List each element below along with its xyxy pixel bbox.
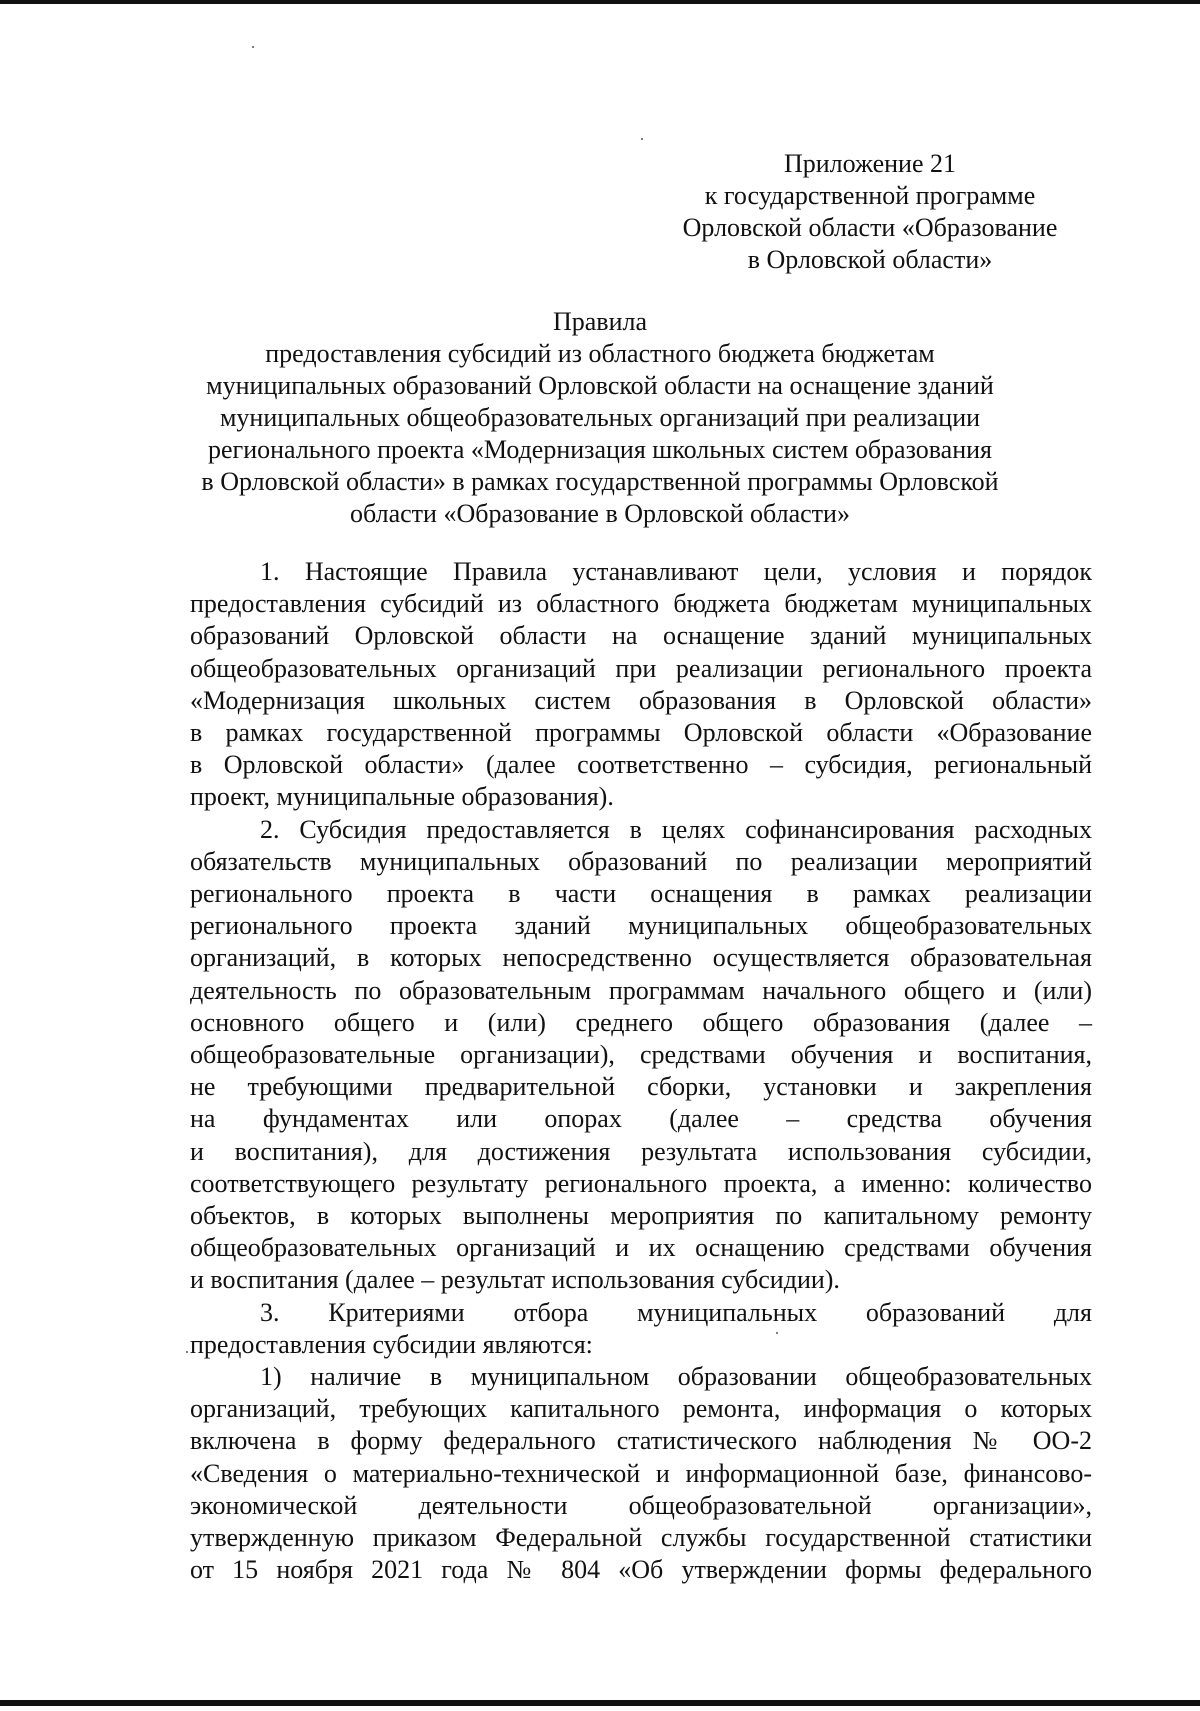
text-line: на фундаментах или опорах (далее – средства обучения <box>190 1104 1092 1134</box>
text-line: не требующими предварительной сборки, установки и закрепления <box>190 1072 1092 1102</box>
text-line: проект, муниципальные образования). <box>190 782 614 812</box>
scan-speck <box>186 1351 188 1353</box>
text-line: соответствующего результату регионального проекта, а именно: количество <box>190 1168 1092 1198</box>
text-line: и воспитания), для достижения результата использования субсидии, <box>190 1136 1092 1166</box>
text-line: организаций, требующих капитального ремонта, информация о которых <box>190 1394 1092 1424</box>
paragraph-1 <box>190 556 1092 814</box>
title-line: регионального проекта «Модернизация школьных систем образования <box>208 435 992 464</box>
appendix-line: Приложение 21 <box>783 149 957 178</box>
scan-edge-top <box>0 0 1200 4</box>
text-line: 1. Настоящие Правила устанавливают цели, условия и порядок <box>260 557 1092 586</box>
title-heading: Правила <box>552 307 648 336</box>
text-line: «Сведения о материально-технической и информационной базе, финансово- <box>190 1458 1092 1488</box>
text-line: организаций, в которых непосредственно осуществляется образовательная <box>190 943 1092 973</box>
text-line: экономической деятельности общеобразовательной организации», <box>190 1490 1092 1520</box>
text-line: регионального проекта зданий муниципальных общеобразовательных <box>190 911 1092 941</box>
title-line: муниципальных образований Орловской области на оснащение зданий <box>206 371 994 400</box>
text-line: предоставления субсидии являются: <box>190 1329 593 1359</box>
scan-speck <box>641 138 643 140</box>
scan-edge-bottom <box>0 1700 1200 1706</box>
text-line: 2. Субсидия предоставляется в целях софинансирования расходных <box>260 814 1092 844</box>
scan-speck <box>252 46 254 48</box>
paragraph-2 <box>190 814 1092 1297</box>
text-line: общеобразовательных организаций и их оснащению средствами обучения <box>190 1233 1092 1263</box>
text-line: и воспитания (далее – результат использования субсидии). <box>190 1265 840 1295</box>
text-line: объектов, в которых выполнены мероприятия по капитальному ремонту <box>190 1201 1092 1231</box>
text-line: «Модернизация школьных систем образования в Орловской области» <box>190 685 1092 715</box>
text-line: 3. Критериями отбора муниципальных образований для <box>260 1297 1092 1327</box>
appendix-line: в Орловской области» <box>747 245 993 274</box>
text-line: утвержденную приказом Федеральной службы государственной статистики <box>190 1523 1092 1553</box>
appendix-note <box>640 148 1100 276</box>
title-line: области «Образование в Орловской области» <box>350 499 850 528</box>
document-title <box>150 306 1050 530</box>
text-line: образований Орловской области на оснащение зданий муниципальных <box>190 621 1092 651</box>
paragraph-3 <box>190 1297 1092 1361</box>
text-line: в Орловской области» (далее соответственно – субсидия, региональный <box>190 750 1092 780</box>
text-line: регионального проекта в части оснащения в рамках реализации <box>190 879 1092 909</box>
title-line: предоставления субсидий из областного бюджета бюджетам <box>265 339 935 368</box>
text-line: основного общего и (или) среднего общего образования (далее – <box>190 1007 1092 1037</box>
text-line: общеобразовательных организаций при реализации регионального проекта <box>190 653 1092 683</box>
appendix-line: к государственной программе <box>704 181 1036 210</box>
text-line: деятельность по образовательным программам начального общего и (или) <box>190 975 1092 1005</box>
title-line: в Орловской области» в рамках государственной программы Орловской <box>201 467 999 496</box>
text-line: предоставления субсидий из областного бюджета бюджетам муниципальных <box>190 589 1092 619</box>
text-line: общеобразовательные организации), средствами обучения и воспитания, <box>190 1040 1092 1070</box>
text-line: в рамках государственной программы Орловской области «Образование <box>190 718 1092 748</box>
text-line: обязательств муниципальных образований по реализации мероприятий <box>190 846 1092 876</box>
title-line: муниципальных общеобразовательных организаций при реализации <box>219 403 981 432</box>
text-line: включена в форму федерального статистического наблюдения № ОО-2 <box>190 1426 1092 1456</box>
text-line: 1) наличие в муниципальном образовании общеобразовательных <box>260 1362 1092 1392</box>
text-line: от 15 ноября 2021 года № 804 «Об утверждении формы федерального <box>190 1555 1092 1585</box>
document-body <box>190 556 1092 1587</box>
appendix-line: Орловской области «Образование <box>682 213 1058 242</box>
paragraph-3-item-1 <box>190 1361 1092 1586</box>
